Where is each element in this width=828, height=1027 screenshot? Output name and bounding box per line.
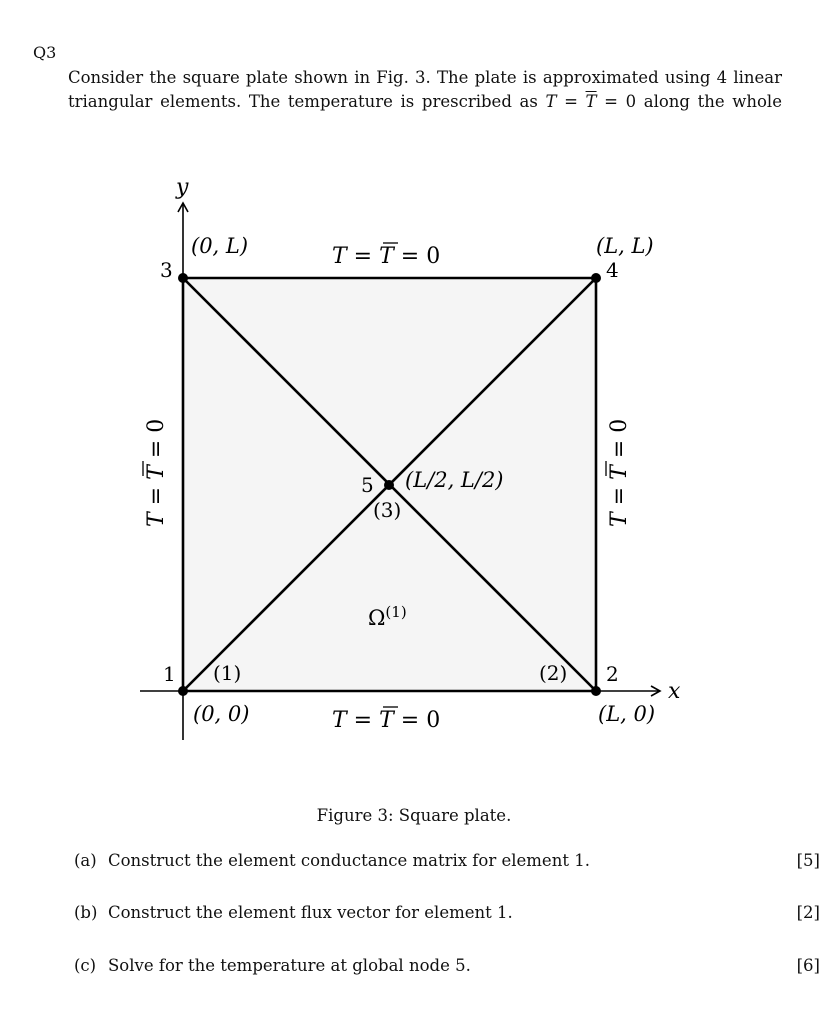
axis-label-x: x	[668, 679, 681, 704]
node-1-coord: (0, 0)	[193, 702, 250, 726]
part-c	[74, 956, 820, 975]
domain-label: $\Omega^{(1)}$	[368, 603, 407, 630]
intro-eq-sign: =	[556, 92, 586, 111]
part-c-text: Solve for the temperature at global node 5.	[108, 956, 471, 975]
node-4-dot	[591, 273, 601, 283]
intro-math-Tbar: $\overline{T}$	[585, 92, 597, 111]
question-intro	[68, 66, 782, 114]
square-plate-figure	[0, 160, 828, 760]
svg-text:T = T = 0: T = T = 0	[332, 708, 441, 733]
node-1-label: 1	[163, 662, 176, 686]
domain-superscript: (1)	[385, 603, 407, 621]
node-1-dot	[178, 686, 188, 696]
part-b-text: Construct the element flux vector for element 1.	[108, 903, 513, 922]
bc-top	[332, 243, 440, 269]
intro-line-2-tail: = 0 along the whole	[596, 92, 782, 111]
part-a	[74, 851, 820, 870]
intro-line-2-text: triangular elements. The temperature is prescribed as	[68, 92, 538, 111]
element-3-label: (3)	[373, 498, 402, 522]
node-5-label: 5	[361, 473, 374, 497]
part-b-marks: [2]	[796, 903, 820, 922]
node-2-label: 2	[606, 662, 619, 686]
figure-caption: Figure 3: Square plate.	[316, 806, 512, 825]
node-5-dot	[384, 480, 394, 490]
part-c-label: (c)	[74, 956, 97, 975]
node-3-coord: (0, L)	[191, 234, 249, 258]
node-3-label: 3	[160, 258, 173, 282]
svg-text:T = T = 0: T = T = 0	[607, 418, 632, 527]
bc-bottom	[332, 707, 440, 733]
element-2-label: (2)	[539, 661, 568, 685]
part-a-marks: [5]	[796, 851, 820, 870]
node-3-dot	[178, 273, 188, 283]
svg-text:T = T = 0: T = T = 0	[332, 244, 441, 269]
part-a-label: (a)	[74, 851, 97, 870]
part-b	[74, 903, 820, 922]
node-2-dot	[591, 686, 601, 696]
intro-math-T: T	[545, 92, 557, 111]
intro-line-2	[68, 90, 782, 114]
bc-left	[143, 419, 169, 527]
node-4-label: 4	[606, 258, 619, 282]
part-c-marks: [6]	[796, 956, 820, 975]
part-b-label: (b)	[74, 903, 98, 922]
svg-text:T = T = 0: T = T = 0	[144, 418, 169, 527]
intro-line-1: Consider the square plate shown in Fig. 3. The plate is approximated using 4 linear	[68, 68, 782, 87]
bc-right	[606, 419, 632, 527]
element-1-label: (1)	[213, 661, 242, 685]
question-number: Q3	[33, 43, 57, 62]
part-a-text: Construct the element conductance matrix for element 1.	[108, 851, 590, 870]
node-5-coord: (L/2, L/2)	[405, 468, 504, 492]
node-4-coord: (L, L)	[596, 234, 654, 258]
node-2-coord: (L, 0)	[598, 702, 656, 726]
axis-label-y: y	[176, 175, 189, 200]
